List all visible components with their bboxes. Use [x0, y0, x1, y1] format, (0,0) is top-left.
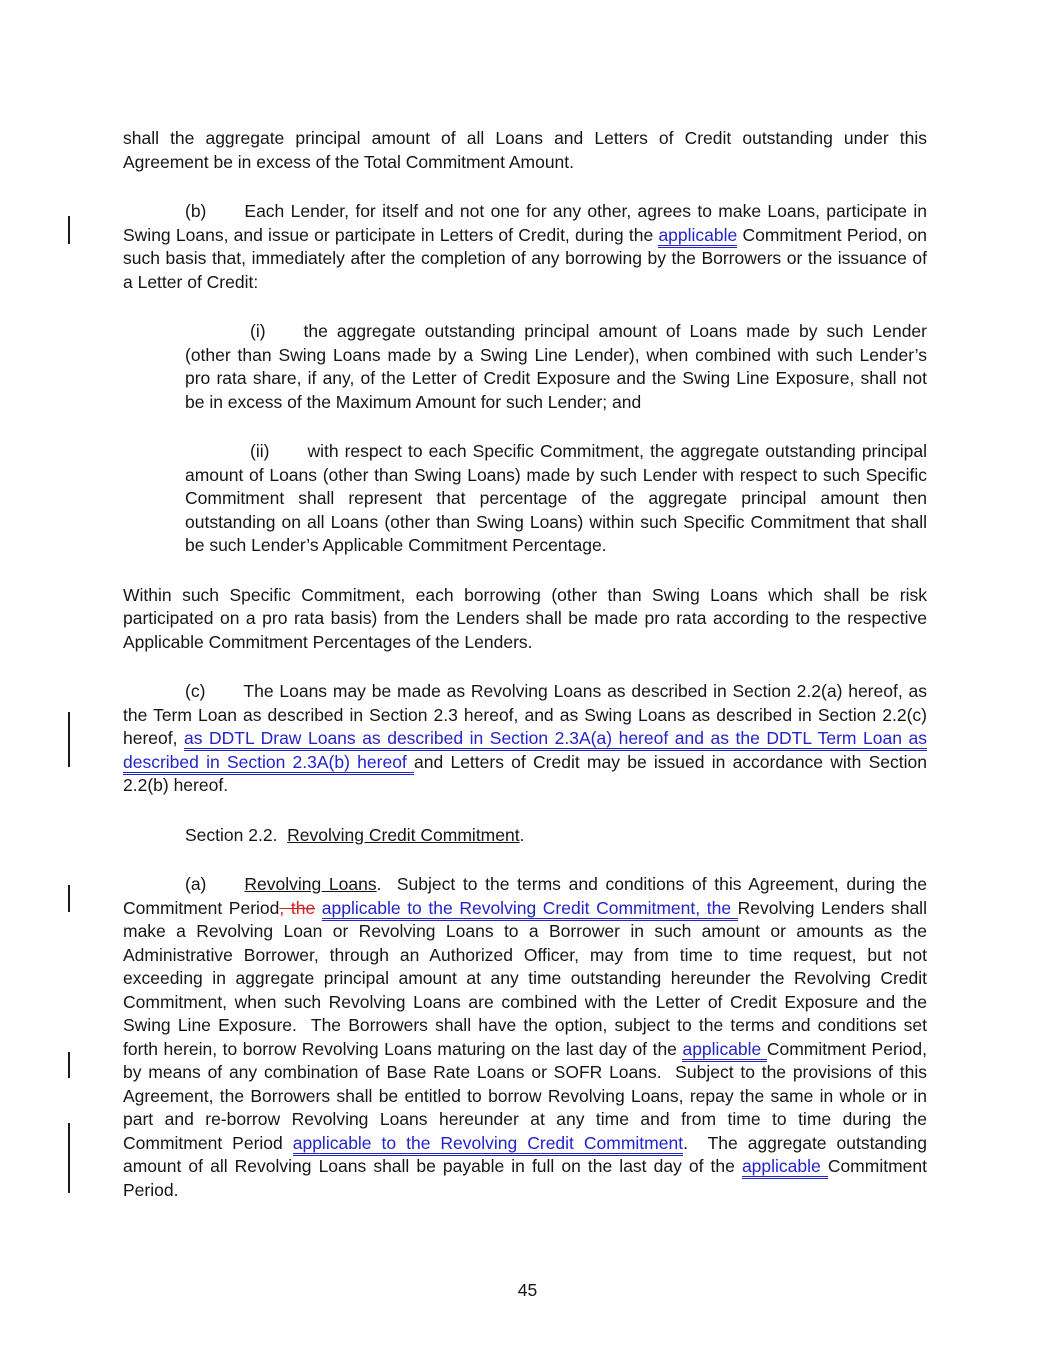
text-run: shall the aggregate principal amount of all Loans and Letters of Credit outstanding under this Agreement be in excess of the Total Commitment Amount.: [123, 128, 927, 172]
inserted-text: as DDTL Draw Loans as described in Section 2.3A(a) hereof and as the DDTL Term Loan as described in Section 2.3A(b) hereof: [123, 728, 927, 775]
section-heading: [185, 824, 927, 848]
text-run: . The aggregate outstanding amount of all Revolving Loans shall be payable in full on the last day of the: [123, 1132, 928, 1176]
deleted-text: , the: [279, 897, 316, 918]
underlined-text: Revolving Loans: [244, 874, 377, 894]
revision-bar: [68, 712, 70, 767]
text-run: (ii): [250, 441, 270, 461]
text-run: [315, 898, 322, 918]
text-run: Commitment Period, by means of any combination of Base Rate Loans or SOFR Loans. Subject to the provisions of this Agreement, the Borrowers shall be entitled to borrow Revolving Loans, repay the same in whole or in part and re-borrow Revolving Loans hereunder at any time and from time to time during the Commitment Period: [123, 1038, 928, 1153]
paragraph-clause-ii: [185, 440, 927, 558]
text-run: (c): [185, 681, 206, 701]
text-run: The Loans may be made as Revolving Loans as described in Section 2.2(a) hereof, as the Term Loan as described in Section 2.3 hereof, and as Swing Loans as described in Section 2.2(c) hereof,: [123, 681, 927, 748]
paragraph-clause-c: [123, 680, 927, 798]
text-run: Within such Specific Commitment, each borrowing (other than Swing Loans which shall be risk participated on a pro rata basis) from the Lenders shall be made pro rata according to the respective Applicable Commitment Percentages of the Lenders.: [123, 584, 927, 652]
paragraph-clause-b: [123, 200, 927, 294]
text-run: the aggregate outstanding principal amount of Loans made by such Lender (other than Swing Loans made by a Swing Line Lender), when combined with such Lender’s pro rata share, if any, of the Letter of Credit Exposure and the Swing Line Exposure, shall not be in excess of the Maximum Amount for such Lender; and: [185, 321, 927, 412]
revision-bar: [68, 216, 70, 244]
inserted-text: applicable: [742, 1156, 828, 1179]
inserted-text: applicable: [658, 225, 737, 248]
paragraph-clause-a: [123, 873, 927, 1202]
text-run: Revolving Lenders shall make a Revolving Loan or Revolving Loans to a Borrower in such amount or amounts as the Administrative Borrower, through an Authorized Officer, may from time to time request, but not exceeding in aggregate principal amount at any time outstanding hereunder the Revolving Credit Commitment, when such Revolving Loans are combined with the Letter of Credit Exposure and the Swing Line Exposure. The Borrowers shall have the option, subject to the terms and conditions set forth herein, to borrow Revolving Loans maturing on the last day of the: [123, 897, 927, 1059]
inserted-text: applicable to the Revolving Credit Commitment, the: [322, 898, 738, 921]
text-run: Section 2.2.: [185, 824, 288, 845]
text-run: (i): [250, 321, 266, 341]
inserted-text: applicable: [682, 1039, 766, 1062]
underlined-text: Revolving Credit Commitment: [287, 824, 520, 845]
text-run: Each Lender, for itself and not one for any other, agrees to make Loans, participate in Swing Loans, and issue or participate in Letters of Credit, during the: [123, 201, 927, 245]
page-number: 45: [517, 1280, 538, 1300]
text-run: Commitment Period, on such basis that, immediately after the completion of any borrowing by the Borrowers or the issuance of a Letter of Credit:: [123, 224, 928, 292]
text-run: (b): [185, 201, 207, 221]
text-run: . Subject to the terms and conditions of this Agreement, during the Commitment Period: [123, 874, 927, 918]
text-run: with respect to each Specific Commitment, the aggregate outstanding principal amount of Loans (other than Swing Loans) made by such Lender with respect to such Specific Commitment shall represent that percentage of the aggregate principal amount then outstanding on all Loans (other than Swing Loans) within such Specific Commitment that shall be such Lender’s Applicable Commitment Percentage.: [185, 441, 927, 555]
revision-bar: [68, 1052, 70, 1078]
revision-bar: [68, 885, 70, 912]
revision-bar: [68, 1123, 70, 1193]
paragraph-clause-i: [185, 320, 927, 414]
paragraph-continuation: [123, 127, 927, 174]
text-run: and Letters of Credit may be issued in accordance with Section 2.2(b) hereof.: [123, 751, 927, 795]
inserted-text: applicable to the Revolving Credit Commitment: [293, 1133, 683, 1156]
text-run: (a): [185, 874, 207, 894]
text-run: Commitment Period.: [123, 1156, 927, 1200]
text-run: .: [519, 824, 525, 845]
paragraph-within-commitment: [123, 584, 927, 655]
text-block: [123, 127, 927, 1228]
